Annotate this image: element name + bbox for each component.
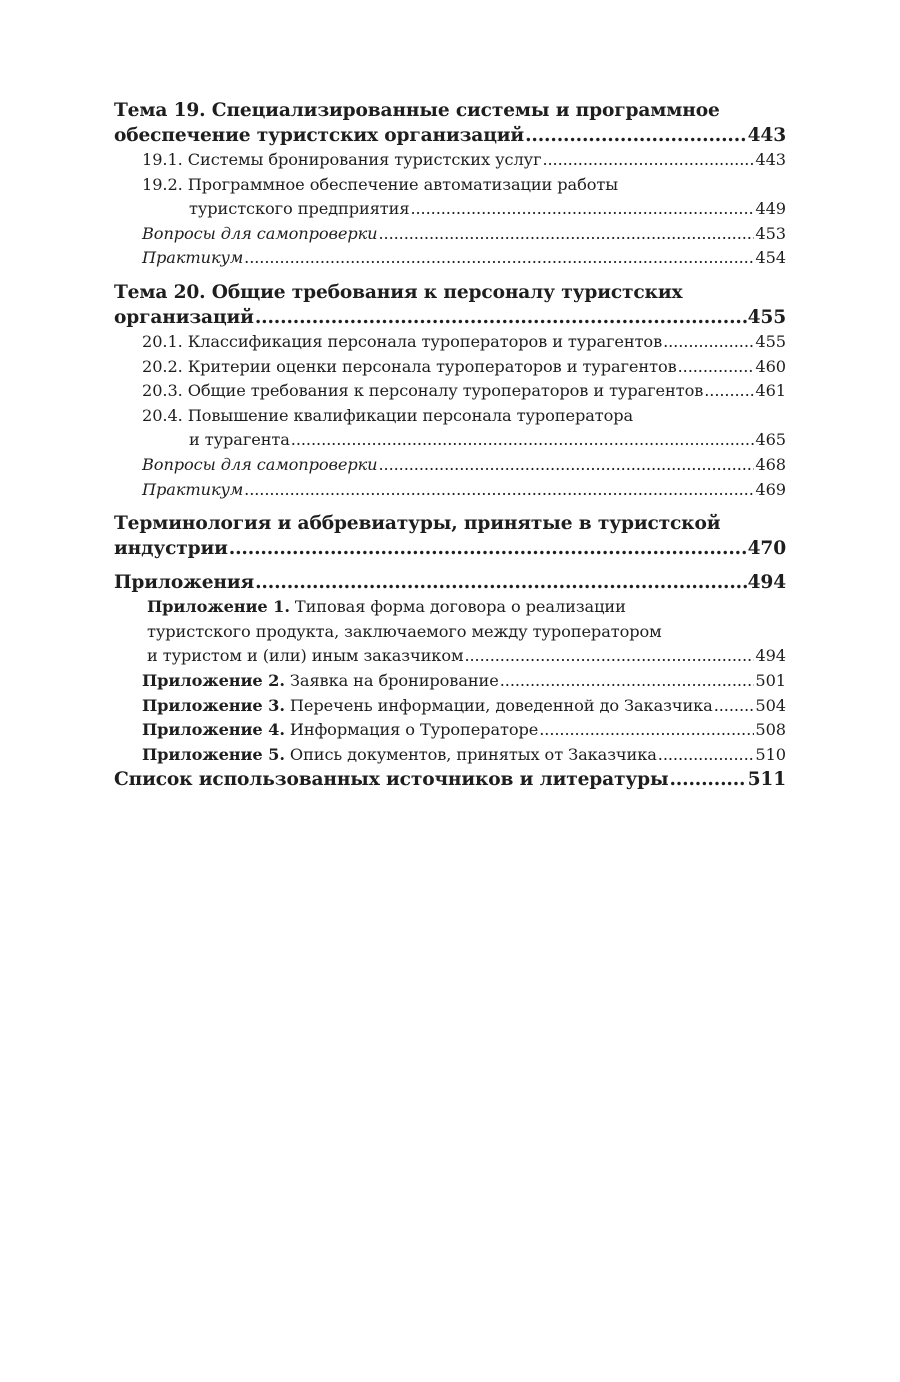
appendix-title: Типовая форма договора о реализации	[289, 597, 626, 617]
toc-sources[interactable]	[114, 767, 786, 792]
toc-item-questions[interactable]	[114, 453, 786, 478]
toc-topic-title-cont: обеспечение туристских организаций	[114, 125, 525, 146]
toc-item-title-cont: и турагента	[189, 430, 290, 450]
appendix-title-cont: туристского продукта, заключаемого между туроператором	[147, 621, 662, 641]
page-number: 510	[755, 744, 786, 764]
toc-topic-20[interactable]	[114, 280, 786, 330]
dot-leader	[255, 305, 747, 330]
toc-appendix-2[interactable]	[114, 669, 786, 694]
appendix-label: Приложение 1.	[147, 597, 290, 617]
appendix-title: Информация о Туроператоре	[284, 720, 539, 740]
toc-item[interactable]	[114, 148, 786, 173]
toc-item-title: 19.1. Системы бронирования туристских услуг	[142, 150, 542, 169]
page-number: 454	[755, 248, 786, 268]
appendix-title: Опись документов, принятых от Заказчика	[284, 744, 657, 764]
page-number: 494	[755, 646, 786, 666]
toc-topic-title: Тема 19. Специализированные системы и программное	[114, 100, 720, 121]
page-number: 449	[755, 199, 786, 219]
toc-topic-title: Терминология и аббревиатуры, принятые в туристской	[114, 513, 721, 535]
dot-leader	[539, 718, 754, 743]
page-number: 455	[755, 331, 786, 351]
dot-leader	[663, 330, 754, 355]
toc-topic-title: Тема 20. Общие требования к персоналу туристских	[114, 281, 683, 303]
toc-item-title: Вопросы для самопроверки	[142, 223, 378, 243]
appendix-label: Приложение 4.	[142, 720, 285, 740]
toc-appendix-5[interactable]	[114, 743, 786, 768]
dot-leader	[500, 669, 755, 694]
dot-leader	[410, 197, 754, 222]
page-number: 470	[747, 538, 786, 560]
dot-leader	[378, 222, 754, 247]
appendix-label: Приложение 3.	[142, 695, 285, 715]
dot-leader	[229, 536, 747, 561]
toc-topic-title-cont: организаций	[114, 306, 254, 328]
toc-appendix-4[interactable]	[114, 718, 786, 743]
toc-item-title: Практикум	[142, 248, 244, 268]
page-number: 494	[747, 572, 786, 594]
toc-appendices[interactable]	[114, 570, 786, 595]
appendix-label: Приложение 5.	[142, 744, 285, 764]
dot-leader	[244, 478, 754, 503]
dot-leader	[658, 743, 755, 768]
toc-item[interactable]	[114, 355, 786, 380]
toc-item-title: 20.4. Повышение квалификации персонала туроператора	[142, 405, 634, 425]
page-number: 455	[747, 306, 786, 328]
toc-terminology[interactable]	[114, 511, 786, 561]
page-number: 460	[755, 356, 786, 376]
toc-topic-title-cont: индустрии	[114, 538, 228, 560]
toc-item[interactable]	[114, 379, 786, 404]
dot-leader	[464, 644, 754, 669]
toc-topic-title: Приложения	[114, 572, 255, 594]
toc-item-title: 20.1. Классификация персонала туроператоров и турагентов	[142, 331, 663, 351]
dot-leader	[291, 428, 755, 453]
toc-item-title-cont: туристского предприятия	[189, 199, 410, 219]
toc-item-practicum[interactable]	[114, 246, 786, 271]
dot-leader	[255, 570, 747, 595]
page-number: 461	[755, 381, 786, 401]
toc-topic-title: Список использованных источников и литературы	[114, 769, 669, 791]
dot-leader	[669, 767, 746, 792]
dot-leader	[714, 694, 755, 719]
page-number: 453	[755, 223, 786, 243]
page-number: 508	[755, 720, 786, 740]
page-number: 469	[755, 479, 786, 499]
appendix-title-cont: и туристом и (или) иным заказчиком	[147, 646, 464, 666]
page-number: 443	[755, 150, 786, 169]
dot-leader	[542, 148, 754, 173]
appendix-title: Перечень информации, доведенной до Заказчика	[284, 695, 713, 715]
toc-item-title: 20.3. Общие требования к персоналу туроператоров и турагентов	[142, 381, 704, 401]
dot-leader	[244, 246, 754, 271]
dot-leader	[378, 453, 754, 478]
page-number: 443	[747, 125, 786, 146]
table-of-contents	[114, 98, 786, 792]
dot-leader	[704, 379, 754, 404]
toc-item-title: Вопросы для самопроверки	[142, 454, 378, 474]
toc-item[interactable]	[114, 330, 786, 355]
appendix-label: Приложение 2.	[142, 670, 285, 690]
toc-item[interactable]	[114, 404, 786, 453]
toc-item-title: Практикум	[142, 479, 244, 499]
toc-appendix-3[interactable]	[114, 694, 786, 719]
toc-item-questions[interactable]	[114, 222, 786, 247]
page-number: 465	[755, 430, 786, 450]
page-number: 468	[755, 454, 786, 474]
dot-leader	[525, 123, 747, 148]
page-number: 501	[755, 670, 786, 690]
appendix-title: Заявка на бронирование	[284, 670, 499, 690]
page-number: 511	[747, 769, 786, 791]
toc-item[interactable]	[114, 173, 786, 222]
toc-topic-19[interactable]	[114, 98, 786, 148]
page-number: 504	[755, 695, 786, 715]
dot-leader	[678, 355, 755, 380]
toc-item-practicum[interactable]	[114, 478, 786, 503]
toc-item-title: 20.2. Критерии оценки персонала туроператоров и турагентов	[142, 356, 677, 376]
toc-appendix-1[interactable]	[114, 595, 786, 669]
toc-item-title: 19.2. Программное обеспечение автоматизации работы	[142, 174, 618, 194]
